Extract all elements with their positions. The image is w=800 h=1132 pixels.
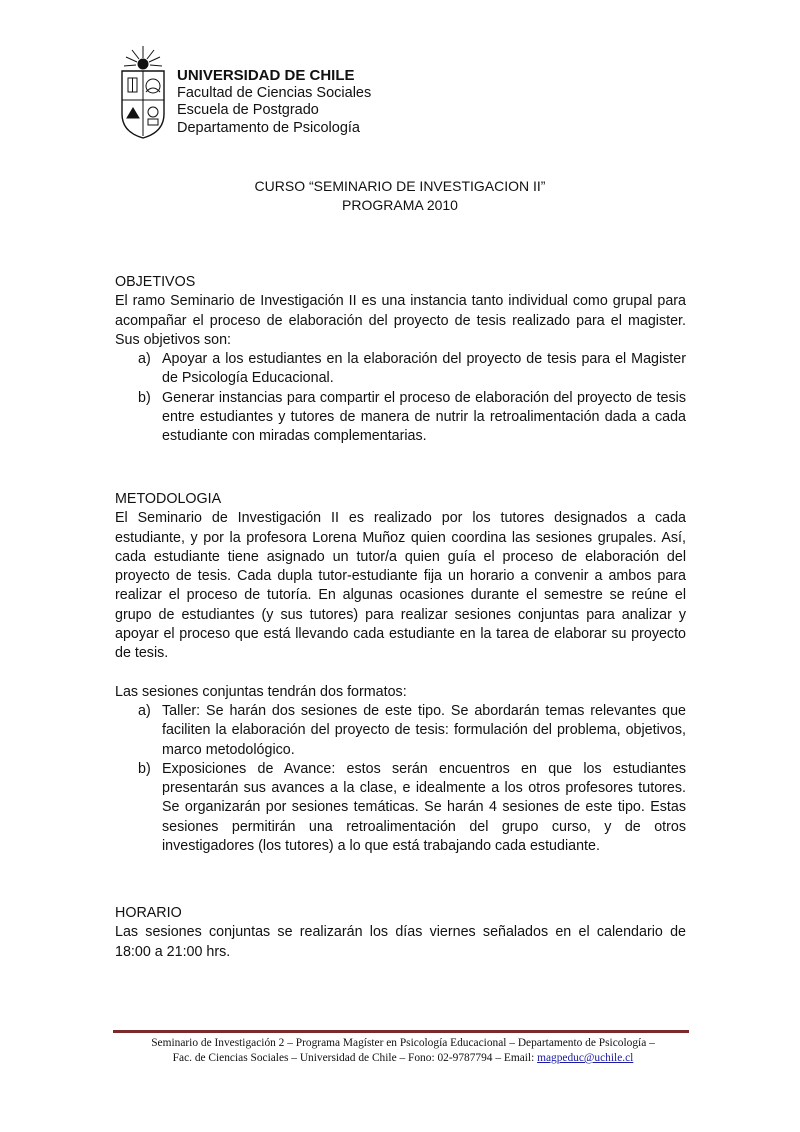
faculty-name: Facultad de Ciencias Sociales — [177, 84, 372, 101]
section-heading-horario: HORARIO — [115, 905, 182, 921]
document-title — [0, 177, 800, 215]
department-name: Departamento de Psicología — [177, 119, 360, 136]
list-marker: a) — [138, 702, 151, 719]
footer-line-1: Seminario de Investigación 2 – Programa Magíster en Psicología Educacional – Departamento de Psicología – — [151, 1037, 655, 1049]
list-marker: a) — [138, 351, 151, 368]
formats-intro: Las sesiones conjuntas tendrán dos formatos: — [115, 683, 407, 700]
list-marker: b) — [138, 760, 151, 777]
formats-list — [115, 702, 686, 856]
section-metodologia — [115, 490, 686, 856]
institution-header — [177, 67, 371, 137]
list-item — [115, 389, 686, 447]
email-link[interactable]: magpeduc@uchile.cl — [537, 1052, 634, 1064]
footer-line-2 — [100, 1051, 706, 1066]
section-objetivos — [115, 273, 686, 447]
section-heading-objetivos: OBJETIVOS — [115, 274, 196, 290]
section-heading-metodologia: METODOLOGIA — [115, 491, 222, 507]
page-footer — [100, 1036, 706, 1066]
objetivos-list — [115, 350, 686, 446]
footer-contact: Fac. de Ciencias Sociales – Universidad de Chile – Fono: 02-9787794 – Email: — [172, 1052, 538, 1064]
school-name: Escuela de Postgrado — [177, 102, 319, 119]
list-marker: b) — [138, 389, 151, 406]
metodologia-paragraph: El Seminario de Investigación II es realizado por los tutores designados a cada estudiante, y por la profesora Lorena Muñoz quien coordina las sesiones grupales. Así, cada estudiante tiene asignado un tutor/a quien guía el proceso de elaboración del proyecto de tesis. Cada dupla tutor-estudiante fija un horario a convenir a ambos para realizar el proceso de tutoría. En algunas ocasiones durante el semestre se reúne el grupo de estudiantes (y sus tutores) para realizar sesiones conjuntas para analizar y apoyar el proceso que está llevando cada estudiante en la tarea de elaborar su proyecto de tesis. — [115, 510, 686, 662]
horario-paragraph: Las sesiones conjuntas se realizarán los días viernes señalados en el calendario de 18:00 a 21:00 hrs. — [115, 924, 686, 960]
program-year: PROGRAMA 2010 — [342, 197, 458, 213]
list-item — [115, 702, 686, 760]
list-item-text: Exposiciones de Avance: estos serán encuentros en que los estudiantes presentarán sus avances a la clase, e idealmente a los otros profesores tutores. Se organizarán por sesiones temáticas. Se harán 4 sesiones de este tipo. Estas sesiones permitirán una retroalimentación del grupo curso, y de otros investigadores (los tutores) a lo que está trabajando cada estudiante. — [162, 760, 686, 855]
list-item — [115, 350, 686, 389]
list-item-text: Generar instancias para compartir el proceso de elaboración del proyecto de tesis entre estudiantes y tutores de manera de nutrir la retroalimentación dada a cada estudiante con miradas complementarias. — [162, 389, 686, 445]
course-title: CURSO “SEMINARIO DE INVESTIGACION II” — [254, 178, 546, 194]
objetivos-intro: El ramo Seminario de Investigación II es una instancia tanto individual como grupal para acompañar el proceso de elaboración del proyecto de tesis realizado para el magister. Sus objetivos son: — [115, 293, 686, 348]
section-horario — [115, 904, 686, 962]
university-seal-logo — [118, 44, 168, 140]
university-name: UNIVERSIDAD DE CHILE — [177, 67, 355, 84]
list-item-text: Taller: Se harán dos sesiones de este tipo. Se abordarán temas relevantes que faciliten la elaboración del proyecto de tesis: formulación del problema, objetivos, marco metodológico. — [162, 702, 686, 758]
list-item-text: Apoyar a los estudiantes en la elaboración del proyecto de tesis para el Magister de Psicología Educacional. — [162, 351, 686, 387]
list-item — [115, 760, 686, 856]
footer-divider — [113, 1030, 689, 1033]
